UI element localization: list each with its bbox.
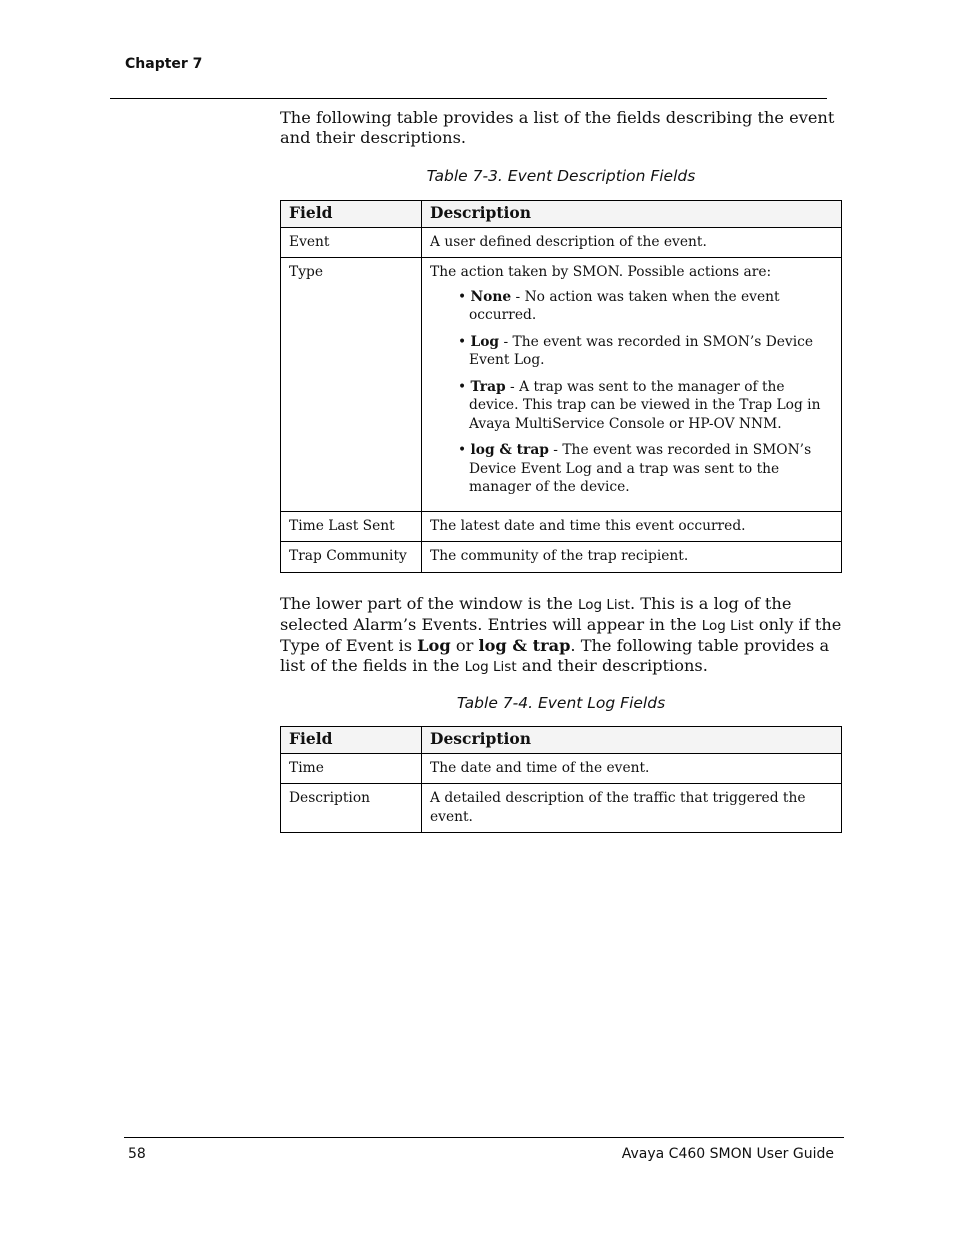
table-header-row bbox=[281, 201, 842, 228]
action-text: - The event was recorded in SMON’s Device Event Log and a trap was sent to the manager of the device. bbox=[469, 442, 812, 495]
event-log-table bbox=[280, 726, 842, 833]
description-cell: A user defined description of the event. bbox=[422, 227, 842, 258]
log-list-paragraph bbox=[280, 594, 842, 677]
table-row bbox=[281, 784, 842, 833]
table1-caption: Table 7-3. Event Description Fields bbox=[426, 167, 696, 185]
text-run: or bbox=[450, 636, 479, 655]
table-row bbox=[281, 227, 842, 258]
description-cell: A detailed description of the traffic that triggered the event. bbox=[422, 784, 842, 833]
bullet: • bbox=[458, 442, 467, 458]
text-run: and their descriptions. bbox=[516, 656, 708, 675]
column-header-field: Field bbox=[281, 201, 422, 228]
event-description-table bbox=[280, 200, 842, 573]
text-run: The lower part of the window is the bbox=[280, 594, 578, 613]
list-item bbox=[458, 378, 833, 434]
field-cell: Event bbox=[281, 227, 422, 258]
ui-term-log-list: Log List bbox=[577, 597, 630, 613]
action-name: None bbox=[470, 288, 512, 305]
list-item bbox=[458, 288, 833, 325]
ui-term-log-list: Log List bbox=[701, 618, 754, 634]
column-header-description: Description bbox=[422, 727, 842, 754]
page-number: 58 bbox=[128, 1146, 146, 1162]
intro-paragraph: The following table provides a list of the fields describing the event and their descriptions. bbox=[280, 108, 835, 147]
table-row bbox=[281, 542, 842, 573]
column-header-description: Description bbox=[422, 201, 842, 228]
ui-term-log-list: Log List bbox=[464, 659, 517, 675]
action-name: log & trap bbox=[470, 442, 549, 458]
action-text: - The event was recorded in SMON’s Device Event Log. bbox=[469, 333, 814, 368]
bullet: • bbox=[458, 378, 467, 395]
list-item bbox=[458, 441, 833, 497]
footer-rule bbox=[124, 1137, 844, 1138]
emphasis-log: Log bbox=[417, 636, 451, 655]
field-cell: Time bbox=[281, 753, 422, 784]
column-header-field: Field bbox=[281, 727, 422, 754]
action-text: - A trap was sent to the manager of the device. This trap can be viewed in the Trap Log in Avaya MultiService Console or HP-OV NNM. bbox=[469, 378, 821, 432]
type-intro-text: The action taken by SMON. Possible actions are: bbox=[430, 264, 772, 280]
table-row bbox=[281, 258, 842, 512]
header-rule bbox=[110, 98, 827, 99]
field-cell: Time Last Sent bbox=[281, 511, 422, 542]
emphasis-log-and-trap: log & trap bbox=[478, 636, 571, 655]
bullet: • bbox=[458, 333, 467, 350]
table-row bbox=[281, 753, 842, 784]
description-cell: The date and time of the event. bbox=[422, 753, 842, 784]
chapter-header: Chapter 7 bbox=[125, 56, 203, 72]
description-cell: The latest date and time this event occurred. bbox=[422, 511, 842, 542]
text-run: only if the Type of Event is bbox=[280, 615, 842, 655]
table-header-row bbox=[281, 727, 842, 754]
field-cell: Type bbox=[281, 258, 422, 512]
table2-caption: Table 7-4. Event Log Fields bbox=[456, 694, 666, 712]
bullet: • bbox=[458, 288, 467, 305]
action-name: Trap bbox=[470, 378, 506, 395]
action-name: Log bbox=[470, 333, 500, 350]
description-cell: The community of the trap recipient. bbox=[422, 542, 842, 573]
action-list bbox=[430, 288, 833, 497]
guide-title: Avaya C460 SMON User Guide bbox=[621, 1146, 834, 1162]
description-cell bbox=[422, 258, 842, 512]
table-row bbox=[281, 511, 842, 542]
text-run: . The following table provides a list of the fields in the bbox=[280, 636, 830, 675]
list-item bbox=[458, 333, 833, 370]
field-cell: Trap Community bbox=[281, 542, 422, 573]
text-run: . This is a log of the selected Alarm’s Events. Entries will appear in the bbox=[280, 594, 792, 634]
field-cell: Description bbox=[281, 784, 422, 833]
action-text: - No action was taken when the event occurred. bbox=[469, 288, 780, 323]
